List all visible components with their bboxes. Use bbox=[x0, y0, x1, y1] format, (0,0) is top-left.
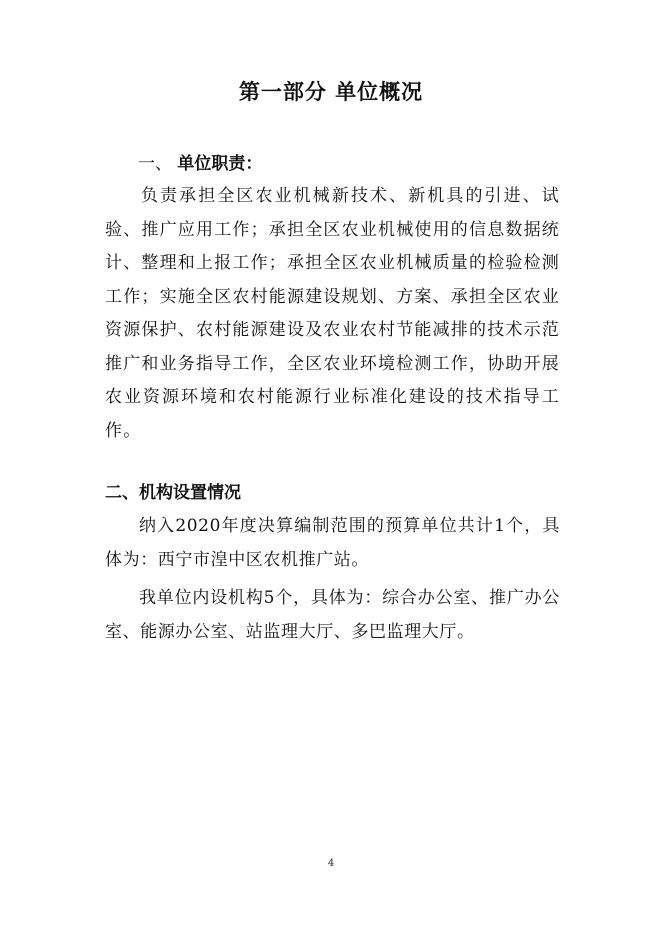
section-heading-organization bbox=[105, 481, 241, 505]
section-number: 二、 bbox=[105, 483, 139, 503]
internal-departments-paragraph: 我单位内设机构5个，具体为：综合办公室、推广办公室、能源办公室、站监理大厅、多巴监理大厅。 bbox=[105, 588, 560, 642]
budget-scope-paragraph: 纳入2020年度决算编制范围的预算单位共计1个，具体为：西宁市湟中区农机推广站。 bbox=[105, 516, 560, 570]
page-title: 第一部分 单位概况 bbox=[238, 80, 424, 104]
section-heading-text: 单位职责： bbox=[177, 154, 263, 174]
page-number: 4 bbox=[327, 858, 335, 869]
section-number: 一、 bbox=[138, 154, 172, 174]
section-heading-duties bbox=[138, 152, 262, 176]
section-heading-text: 机构设置情况 bbox=[139, 483, 241, 503]
duties-paragraph: 负责承担全区农业机械新技术、新机具的引进、试验、推广应用工作；承担全区农业机械使用的信息数据统计、整理和上报工作；承担全区农业机械质量的检验检测工作；实施全区农村能源建设规划、方案、承担全区农业资源保护、农村能源建设及农业农村节能减排的技术示范推广和业务指导工作，全区农业环境检测工作，协助开展农业资源环境和农村能源行业标准化建设的技术指导工作。 bbox=[105, 186, 560, 441]
